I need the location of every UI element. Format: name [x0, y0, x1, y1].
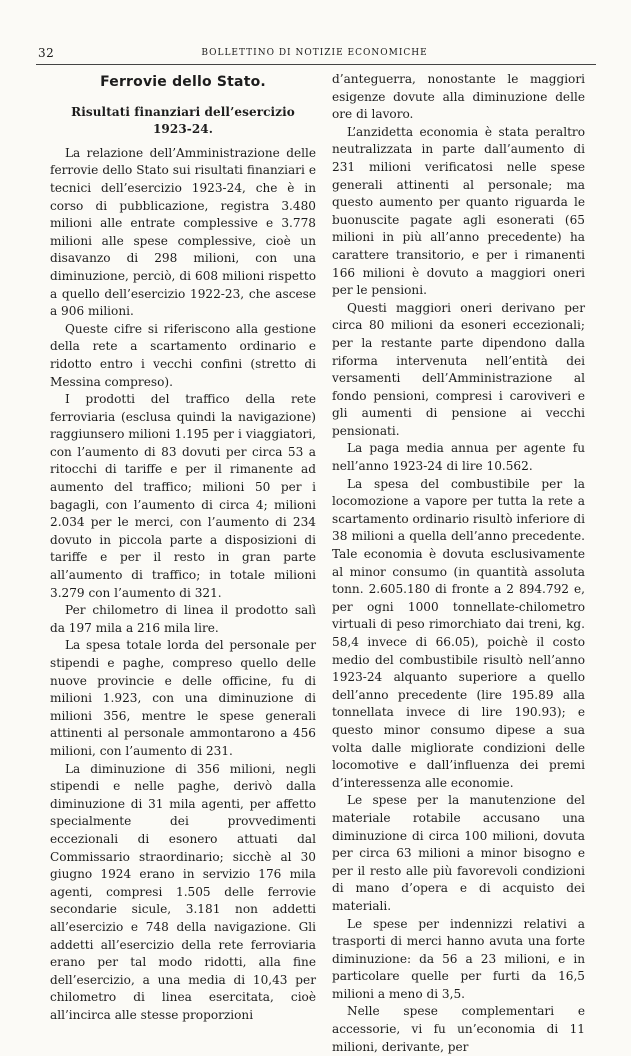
paragraph-continued: d’anteguerra, nonostante le maggiori esigenze dovute alla diminuzione delle ore di lavoro. [332, 72, 585, 122]
running-title: BOLLETTINO DI NOTIZIE ECONOMICHE [201, 48, 428, 58]
paragraph: Questi maggiori oneri derivano per circa 80 milioni da esoneri eccezionali; per la restante parte dipendono dalla riforma intervenuta nell’entità dei versamenti dell’Amministrazione al fondo pensioni, compresi i caroviveri e gli aumenti di pensione ai vecchi pensionati. [332, 300, 585, 438]
paragraph: Queste cifre si riferiscono alla gestione della rete a scartamento ordinario e ridotto entro i vecchi confini (stretto di Messina compreso). [50, 321, 316, 389]
paragraph: La spesa del combustibile per la locomozione a vapore per tutta la rete a scartamento ordinario risultò inferiore di 38 milioni a quella dell’anno precedente. Tale economia è dovuta esclusivamente al minor consumo (in quantità assoluta tonn. 2.605.180 di fronte a 2 894.792 e, per ogni 1000 tonnellate-chilometro virtuali di peso rimorchiato dai treni, kg. 58,4 invece di 66.05), poichè il costo medio del combustibile risultò nell’anno 1923-24 alquanto superiore a quello dell’anno precedente (lire 195.89 alla tonnellata invece di lire 190.93); e questo minor consumo dipese a sua volta dalle migliorate condizioni delle locomotive e dall’influenza dei premi d’interessenza alle economie. [332, 476, 585, 790]
header-rule [36, 64, 596, 65]
paragraph: La paga media annua per agente fu nell’anno 1923-24 di lire 10.562. [332, 441, 585, 474]
paragraph: La diminuzione di 356 milioni, negli stipendi e nelle paghe, derivò dalla diminuzione di 31 mila agenti, per affetto specialmente dei provvedimenti eccezionali di esonero attuati dal Commissario straordinario; sicchè al 30 giugno 1924 erano in servizio 176 mila agenti, compresi 1.505 delle ferrovie secondarie sicule, 3.181 non addetti all’esercizio e 748 della navigazione. Gli addetti all’esercizio della rete ferroviaria erano per tal modo ridotti, alla fine dell’esercizio, a una media di 10,43 per chilometro di linea esercitata, cioè all’incirca alle stesse proporzioni [50, 761, 316, 1022]
paragraph: La spesa totale lorda del personale per stipendi e paghe, compreso quello delle nuove provincie e delle officine, fu di milioni 1.923, con una diminuzione di milioni 356, mentre le spese generali attinenti al personale ammontarono a 456 milioni, con l’aumento di 231. [50, 638, 316, 758]
paragraph: Le spese per indennizzi relativi a trasporti di merci hanno avuta una forte diminuzione: da 56 a 23 milioni, e in particolare quelle per furti da 16,5 milioni a meno di 3,5. [332, 916, 585, 1001]
page-header [36, 44, 593, 64]
right-column [332, 71, 585, 1056]
page-number: 32 [38, 46, 55, 60]
paragraph: Per chilometro di linea il prodotto salì da 197 mila a 216 mila lire. [50, 603, 316, 635]
paragraph: Nelle spese complementari e accessorie, vi fu un’economia di 11 milioni, derivante, per [332, 1004, 585, 1054]
paragraph: La relazione dell’Amministrazione delle ferrovie dello Stato sui risultati finanziari e tecnici dell’esercizio 1923-24, che è in corso di pubblicazione, registra 3.480 milioni alle entrate complessive e 3.778 milioni alle spese complessive, cioè un disavanzo di 298 milioni, con una diminuzione, perciò, di 608 milioni rispetto a quello dell’esercizio 1922-23, che ascese a 906 milioni. [50, 145, 316, 319]
paragraph: L’anzidetta economia è stata peraltro neutralizzata in parte dall’aumento di 231 milioni verificatosi nelle spese generali attinenti al personale; ma questo aumento per quanto riguarda le buonuscite pagate agli esonerati (65 milioni in più all’anno precedente) ha carattere transitorio, e per i rimanenti 166 milioni è dovuto a maggiori oneri per le pensioni. [332, 124, 585, 298]
left-column [50, 74, 316, 1024]
paragraph: I prodotti del traffico della rete ferroviaria (esclusa quindi la navigazione) raggiunsero milioni 1.195 per i viaggiatori, con l’aumento di 83 dovuti per circa 53 a ritocchi di tariffe e per il rimanente ad aumento del traffico; milioni 50 per i bagagli, con l’aumento di circa 4; milioni 2.034 per le merci, con l’aumento di 234 dovuto in piccola parte a disposizioni di tariffe e per il resto in gran parte all’aumento di traffico; in totale milioni 3.279 con l’aumento di 321. [50, 392, 316, 600]
paragraph: Le spese per la manutenzione del materiale rotabile accusano una diminuzione di circa 100 milioni, dovuta per circa 63 milioni a minor bisogno e per il resto alle più favorevoli condizioni di mano d’opera e di acquisto dei materiali. [332, 793, 585, 913]
section-title: Ferrovie dello Stato. [100, 74, 266, 90]
section-subtitle: Risultati finanziari dell’esercizio 1923-24. [71, 104, 295, 137]
